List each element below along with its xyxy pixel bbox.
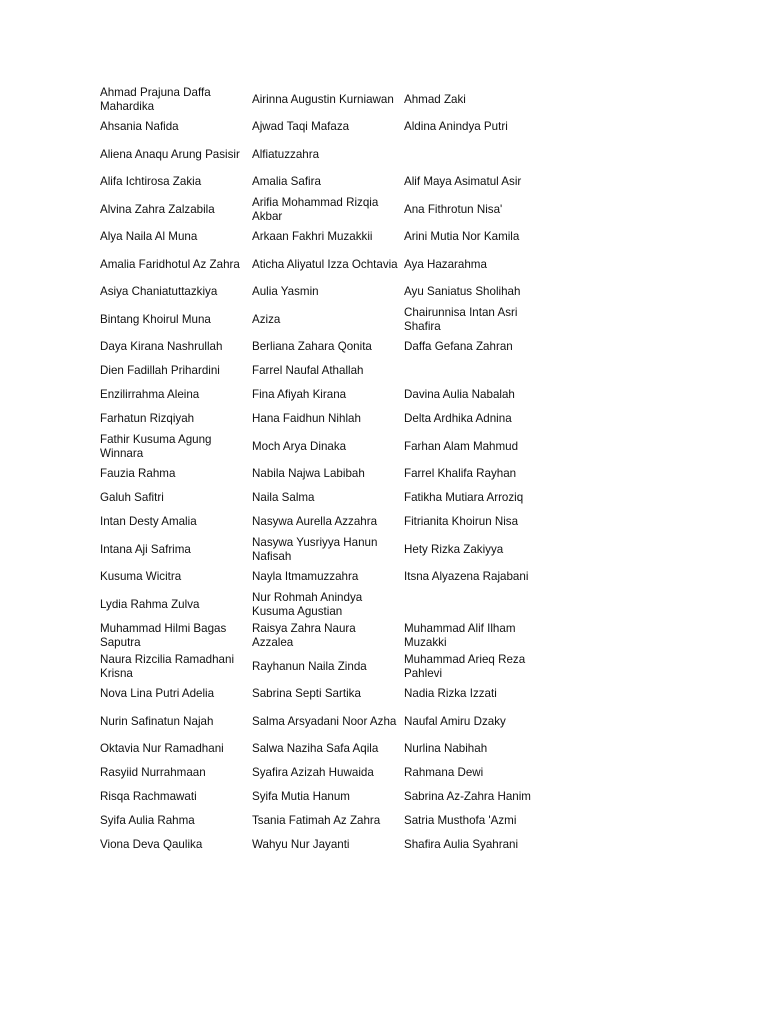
table-cell: Farrel Naufal Athallah (252, 364, 364, 378)
table-row (97, 431, 553, 462)
table-cell: Raisya Zahra Naura Azzalea (252, 621, 356, 649)
table-cell: Enzilirrahma Aleina (100, 388, 200, 402)
table-cell: Satria Musthofa 'Azmi (404, 814, 517, 828)
table-cell: Arini Mutia Nor Kamila (404, 230, 520, 244)
table-row (97, 335, 553, 359)
table-cell: Rasyiid Nurrahmaan (100, 766, 206, 780)
table-cell: Tsania Fatimah Az Zahra (252, 814, 381, 828)
table-cell: Nova Lina Putri Adelia (100, 687, 215, 701)
table-cell: Ana Fithrotun Nisa' (404, 202, 503, 216)
table-cell: Amalia Faridhotul Az Zahra (100, 257, 240, 271)
table-row (97, 170, 553, 194)
table-cell: Arifia Mohammad Rizqia Akbar (252, 195, 379, 223)
table-cell: Syifa Aulia Rahma (100, 814, 195, 828)
table-cell: Muhammad Hilmi Bagas Saputra (100, 621, 227, 649)
table-cell: Aulia Yasmin (252, 285, 319, 299)
table-cell: Naila Salma (252, 491, 315, 505)
table-row (97, 486, 553, 510)
table-row (97, 809, 553, 833)
table-cell: Kusuma Wicitra (100, 570, 182, 584)
table-cell: Alvina Zahra Zalzabila (100, 202, 215, 216)
table-row (97, 651, 553, 682)
table-row (97, 737, 553, 761)
table-cell: Nasywa Aurella Azzahra (252, 515, 378, 529)
table-cell: Muhammad Alif Ilham Muzakki (404, 621, 516, 649)
table-cell: Amalia Safira (252, 175, 321, 189)
table-cell: Berliana Zahara Qonita (252, 340, 372, 354)
table-cell: Aziza (252, 312, 281, 326)
table-row (97, 534, 553, 565)
table-cell: Nur Rohmah Anindya Kusuma Agustian (252, 590, 363, 618)
table-cell: Arkaan Fakhri Muzakkii (252, 230, 373, 244)
table-cell: Chairunnisa Intan Asri Shafira (404, 305, 518, 333)
table-cell: Alfiatuzzahra (252, 147, 320, 161)
table-cell: Galuh Safitri (100, 491, 164, 505)
table-cell (401, 139, 553, 170)
table-cell: Ajwad Taqi Mafaza (252, 120, 350, 134)
table-cell: Hana Faidhun Nihlah (252, 412, 361, 426)
table-cell: Aldina Anindya Putri (404, 120, 508, 134)
table-row (97, 383, 553, 407)
table-cell: Nurin Safinatun Najah (100, 714, 214, 728)
table-row (97, 225, 553, 249)
table-cell: Dien Fadillah Prihardini (100, 364, 220, 378)
table-row (97, 249, 553, 280)
table-cell: Risqa Rachmawati (100, 790, 197, 804)
table-cell: Alya Naila Al Muna (100, 230, 198, 244)
table-cell: Daya Kirana Nashrullah (100, 340, 223, 354)
table-row (97, 407, 553, 431)
table-row (97, 589, 553, 620)
table-row (97, 761, 553, 785)
table-cell: Airinna Augustin Kurniawan (252, 92, 394, 106)
table-cell: Fathir Kusuma Agung Winnara (100, 432, 212, 460)
table-cell: Aliena Anaqu Arung Pasisir (100, 147, 240, 161)
table-cell: Fatikha Mutiara Arroziq (404, 491, 524, 505)
table-row (97, 462, 553, 486)
table-cell: Aticha Aliyatul Izza Ochtavia (252, 257, 398, 271)
table-row (97, 785, 553, 809)
table-cell: Salma Arsyadani Noor Azha (252, 714, 397, 728)
table-cell: Lydia Rahma Zulva (100, 597, 200, 611)
table-row (97, 833, 553, 857)
table-cell: Sabrina Az-Zahra Hanim (404, 790, 531, 804)
table-cell: Naura Rizcilia Ramadhani Krisna (100, 652, 235, 680)
table-cell: Delta Ardhika Adnina (404, 412, 512, 426)
table-cell: Asiya Chaniatuttazkiya (100, 285, 218, 299)
table-cell: Itsna Alyazena Rajabani (404, 570, 529, 584)
table-cell: Intan Desty Amalia (100, 515, 197, 529)
table-cell: Davina Aulia Nabalah (404, 388, 515, 402)
table-cell: Rayhanun Naila Zinda (252, 659, 367, 673)
table-cell (401, 359, 553, 383)
table-cell: Syafira Azizah Huwaida (252, 766, 374, 780)
table-cell: Ahmad Prajuna Daffa Mahardika (100, 85, 211, 113)
table-cell: Hety Rizka Zakiyya (404, 542, 504, 556)
table-row (97, 706, 553, 737)
table-row (97, 304, 553, 335)
name-table (97, 84, 553, 857)
table-cell: Nadia Rizka Izzati (404, 687, 497, 701)
table-row (97, 359, 553, 383)
table-cell: Oktavia Nur Ramadhani (100, 742, 224, 756)
table-cell: Farrel Khalifa Rayhan (404, 467, 517, 481)
table-cell: Salwa Naziha Safa Aqila (252, 742, 379, 756)
table-cell: Syifa Mutia Hanum (252, 790, 350, 804)
table-cell: Moch Arya Dinaka (252, 439, 347, 453)
table-cell: Farhatun Rizqiyah (100, 412, 195, 426)
table-row (97, 620, 553, 651)
table-cell: Nasywa Yusriyya Hanun Nafisah (252, 535, 378, 563)
table-cell: Fauzia Rahma (100, 467, 176, 481)
table-cell: Intana Aji Safrima (100, 542, 191, 556)
table-cell: Ayu Saniatus Sholihah (404, 285, 521, 299)
name-table-body (97, 84, 553, 857)
table-cell: Sabrina Septi Sartika (252, 687, 361, 701)
table-cell: Bintang Khoirul Muna (100, 312, 211, 326)
table-row (97, 510, 553, 534)
table-cell: Naufal Amiru Dzaky (404, 714, 506, 728)
table-cell: Ahmad Zaki (404, 92, 466, 106)
table-row (97, 194, 553, 225)
table-cell: Alif Maya Asimatul Asir (404, 175, 522, 189)
table-cell: Fina Afiyah Kirana (252, 388, 347, 402)
table-cell: Alifa Ichtirosa Zakia (100, 175, 202, 189)
table-cell: Farhan Alam Mahmud (404, 439, 519, 453)
table-cell: Viona Deva Qaulika (100, 838, 203, 852)
table-cell: Muhammad Arieq Reza Pahlevi (404, 652, 526, 680)
table-row (97, 565, 553, 589)
table-row (97, 280, 553, 304)
table-cell: Aya Hazarahma (404, 257, 487, 271)
table-row (97, 139, 553, 170)
table-cell: Wahyu Nur Jayanti (252, 838, 350, 852)
table-cell: Fitrianita Khoirun Nisa (404, 515, 519, 529)
table-row (97, 115, 553, 139)
table-cell: Rahmana Dewi (404, 766, 484, 780)
table-cell (401, 589, 553, 620)
table-cell: Shafira Aulia Syahrani (404, 838, 519, 852)
table-cell: Ahsania Nafida (100, 120, 179, 134)
table-cell: Nurlina Nabihah (404, 742, 488, 756)
table-row (97, 682, 553, 706)
table-cell: Daffa Gefana Zahran (404, 340, 513, 354)
table-cell: Nabila Najwa Labibah (252, 467, 365, 481)
table-cell: Nayla Itmamuzzahra (252, 570, 359, 584)
table-row (97, 84, 553, 115)
